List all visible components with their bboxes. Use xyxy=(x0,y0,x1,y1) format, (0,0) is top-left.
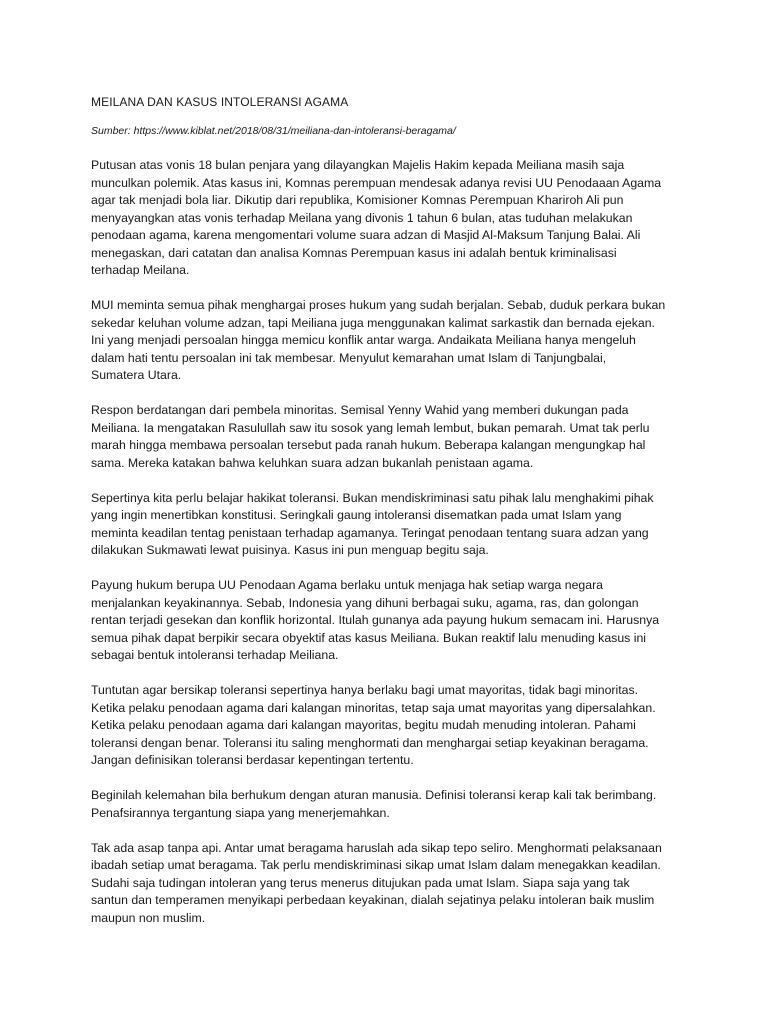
paragraph-3: Respon berdatangan dari pembela minoritas. Semisal Yenny Wahid yang memberi dukungan pada Meiliana. Ia mengatakan Rasulullah saw itu sosok yang lemah lembut, bukan pemarah. Umat tak perlu marah hingga membawa persoalan tersebut pada ranah hukum. Beberapa kalangan mengungkap hal sama. Mereka katakan bahwa keluhkan suara adzan bukanlah penistaan agama. xyxy=(91,403,650,470)
paragraph-5: Payung hukum berupa UU Penodaan Agama berlaku untuk menjaga hak setiap warga negara menjalankan keyakinannya. Sebab, Indonesia yang dihuni berbagai suku, agama, ras, dan golongan rentan terjadi gesekan dan konflik horizontal. Itulah gunanya ada payung hukum semacam ini. Harusnya semua pihak dapat berpikir secara obyektif atas kasus Meiliana. Bukan reaktif lalu menuding kasus ini sebagai bentuk intoleransi terhadap Meiliana. xyxy=(91,578,660,662)
paragraph-7: Beginilah kelemahan bila berhukum dengan aturan manusia. Definisi toleransi kerap kali tak berimbang. Penafsirannya tergantung siapa yang menerjemahkan. xyxy=(91,788,657,820)
paragraph-8: Tak ada asap tanpa api. Antar umat beragama haruslah ada sikap tepo seliro. Menghormati pelaksanaan ibadah setiap umat beragama. Tak perlu mendiskriminasi sikap umat Islam dalam menegakkan keadilan. Sudahi saja tudingan intoleran yang terus menerus ditujukan pada umat Islam. Siapa saja yang tak santun dan temperamen menyikapi perbedaan keyakinan, dialah sejatinya pelaku intoleran baik muslim maupun non muslim. xyxy=(91,840,662,925)
source-citation: Sumber: https://www.kiblat.net/2018/08/31/meiliana-dan-intoleransi-beragama/ xyxy=(91,125,456,137)
document-title: MEILANA DAN KASUS INTOLERANSI AGAMA xyxy=(91,95,349,109)
paragraph-6: Tuntutan agar bersikap toleransi sepertinya hanya berlaku bagi umat mayoritas, tidak bagi minoritas. Ketika pelaku penodaan agama dari kalangan minoritas, tetap saja umat mayoritas yang dipersalahkan. Ketika pelaku penodaan agama dari kalangan mayoritas, begitu mudah menuding intoleran. Pahami toleransi dengan benar. Toleransi itu saling menghormati dan menghargai setiap keyakinan beragama. Jangan definisikan toleransi berdasar kepentingan tertentu. xyxy=(91,683,656,767)
paragraph-4: Sepertinya kita perlu belajar hakikat toleransi. Bukan mendiskriminasi satu pihak lalu menghakimi pihak yang ingin menertibkan konstitusi. Seringkali gaung intoleransi disematkan pada umat Islam yang meminta keadilan tentag penistaan terhadap agamanya. Teringat penodaan tentang suara adzan yang dilakukan Sukmawati lewat puisinya. Kasus ini pun menguap begitu saja. xyxy=(91,490,654,557)
paragraph-1: Putusan atas vonis 18 bulan penjara yang dilayangkan Majelis Hakim kepada Meiliana masih saja munculkan polemik. Atas kasus ini, Komnas perempuan mendesak adanya revisi UU Penodaaan Agama agar tak menjadi bola liar. Dikutip dari republika, Komisioner Komnas Perempuan Khariroh Ali pun menyayangkan atas vonis terhadap Meilana yang divonis 1 tahun 6 bulan, atas tuduhan melakukan penodaan agama, karena mengomentari volume suara adzan di Masjid Al-Maksum Tanjung Balai. Ali menegaskan, dari catatan dan analisa Komnas Perempuan kasus ini adalah bentuk kriminalisasi terhadap Meilana. xyxy=(91,158,662,277)
document-body xyxy=(91,94,691,945)
paragraph-2: MUI meminta semua pihak menghargai proses hukum yang sudah berjalan. Sebab, duduk perkara bukan sekedar keluhan volume adzan, tapi Meiliana juga menggunakan kalimat sarkastik dan bernada ejekan. Ini yang menjadi persoalan hingga memicu konflik antar warga. Andaikata Meiliana hanya mengeluh dalam hati tentu persoalan ini tak membesar. Menyulut kemarahan umat Islam di Tanjungbalai, Sumatera Utara. xyxy=(91,298,666,382)
